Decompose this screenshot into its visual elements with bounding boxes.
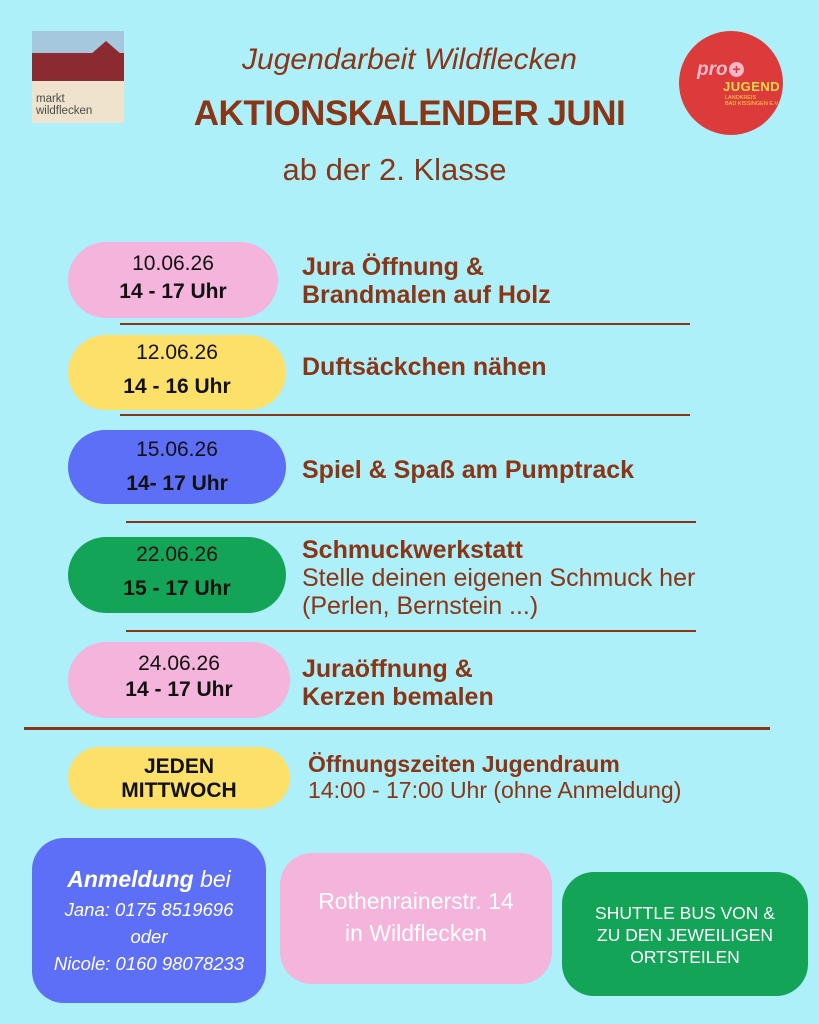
event-line: Juraöffnung &: [302, 655, 473, 683]
logo-jugend-text: JUGEND: [723, 79, 781, 94]
audience-label: ab der 2. Klasse: [282, 152, 507, 187]
event-description: [302, 536, 695, 620]
event-time: 14 - 16 Uhr: [123, 375, 231, 398]
shuttle-line: SHUTTLE BUS VON &: [595, 903, 775, 923]
shuttle-box: [562, 872, 808, 996]
event-description: [302, 655, 494, 711]
address-line: Rothenrainerstr. 14: [318, 888, 514, 914]
event-line: (Perlen, Bernstein ...): [302, 592, 539, 620]
divider: [120, 414, 690, 416]
event-line: Kerzen bemalen: [302, 683, 494, 711]
registration-label-rest: bei: [193, 866, 231, 892]
event-line: Jura Öffnung &: [302, 253, 484, 281]
event-description: [302, 353, 547, 381]
event-time: 15 - 17 Uhr: [123, 577, 231, 600]
event-time: 14- 17 Uhr: [126, 472, 228, 495]
address-line: in Wildflecken: [345, 920, 487, 946]
weekly-title: Öffnungszeiten Jugendraum: [308, 751, 620, 777]
event-date-pill: [68, 335, 286, 410]
organisation-subtitle: Jugendarbeit Wildflecken: [242, 43, 577, 76]
contact-line: Jana: 0175 8519696: [64, 899, 234, 920]
page-title: AKTIONSKALENDER JUNI: [193, 94, 626, 133]
event-description: [302, 253, 551, 309]
divider: [126, 630, 696, 632]
event-line: Spiel & Spaß am Pumptrack: [302, 456, 635, 484]
event-time: 14 - 17 Uhr: [125, 678, 233, 701]
registration-label: [32, 866, 266, 893]
event-line: Brandmalen auf Holz: [302, 281, 551, 309]
divider: [120, 323, 690, 325]
weekly-pill: [68, 747, 290, 809]
event-date: 12.06.26: [136, 341, 218, 364]
event-date-pill: [68, 430, 286, 504]
event-date: 15.06.26: [136, 438, 218, 461]
event-date: 10.06.26: [132, 252, 214, 275]
weekly-label-2: MITTWOCH: [121, 779, 237, 802]
registration-box: [32, 838, 266, 1003]
shuttle-line: ZU DEN JEWEILIGEN: [597, 925, 773, 945]
contact-line: Nicole: 0160 98078233: [53, 953, 245, 974]
event-date-pill: [68, 242, 278, 318]
registration-label-bold: Anmeldung: [67, 866, 194, 892]
section-divider: [24, 727, 770, 730]
logo-pro-text: pro: [697, 59, 728, 80]
weekly-label-1: JEDEN: [143, 755, 215, 778]
address-box: [280, 853, 552, 984]
divider: [126, 521, 696, 523]
event-description: [302, 456, 634, 484]
event-date: 22.06.26: [136, 543, 218, 566]
logo-left-text: markt wildflecken: [36, 93, 93, 117]
plus-icon: +: [729, 62, 744, 77]
weekly-detail: 14:00 - 17:00 Uhr (ohne Anmeldung): [308, 777, 682, 803]
event-date: 24.06.26: [138, 652, 220, 675]
event-date-pill: [68, 537, 286, 613]
event-date-pill: [68, 642, 290, 718]
contact-or: oder: [130, 926, 168, 947]
logo-sub-text: LANDKREIS BAD KISSINGEN E.V.: [725, 95, 780, 107]
weekly-description: [308, 751, 681, 803]
shuttle-line: ORTSTEILEN: [630, 947, 740, 967]
event-line: Stelle deinen eigenen Schmuck her: [302, 564, 696, 592]
event-line: Duftsäckchen nähen: [302, 353, 547, 381]
event-line: Schmuckwerkstatt: [302, 536, 523, 564]
event-time: 14 - 17 Uhr: [119, 280, 227, 303]
